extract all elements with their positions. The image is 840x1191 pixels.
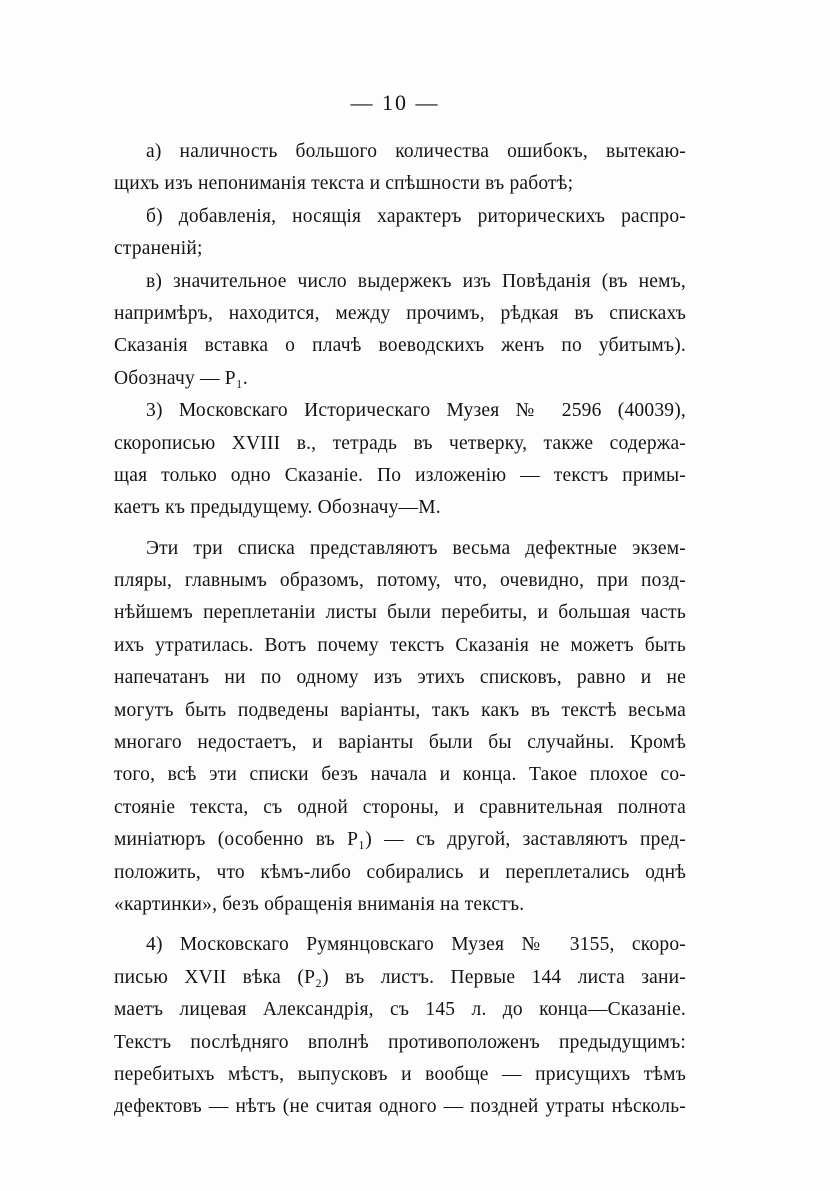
text-line: щая только одно Сказаніе. По изложенію — текстъ примы- bbox=[114, 464, 686, 486]
text-line: в) значительное число выдержекъ изъ Повѣданія (въ немъ, bbox=[146, 270, 686, 292]
text-line: нѣйшемъ переплетаніи листы были перебиты, и большая часть bbox=[114, 602, 686, 624]
text-line: напримѣръ, находится, между прочимъ, рѣдкая въ спискахъ bbox=[114, 302, 686, 324]
text-line: Текстъ послѣдняго вполнѣ противоположенъ предыдущимъ: bbox=[114, 1031, 686, 1053]
text-line: каетъ къ предыдущему. Обозначу—М. bbox=[114, 497, 441, 519]
text-line: 3) Московскаго Историческаго Музея № 2596 (40039), bbox=[146, 400, 686, 422]
text-line: положить, что кѣмъ-либо собирались и переплетались однѣ bbox=[114, 861, 686, 883]
text-line: стояніе текста, съ одной стороны, и сравнительная полнота bbox=[114, 796, 686, 818]
text-line: б) добавленія, носящія характеръ риторическихъ распро- bbox=[146, 205, 686, 227]
text-line: писью XVII вѣка (P₂) въ листъ. Первые 144 листа зани- bbox=[114, 966, 686, 988]
text-line: могутъ быть подведены варіанты, такъ какъ въ текстѣ весьма bbox=[114, 699, 686, 721]
text-line: «картинки», безъ обращенія вниманія на текстъ. bbox=[114, 893, 525, 915]
text-line: миніатюръ (особенно въ P₁) — съ другой, заставляютъ пред- bbox=[114, 829, 686, 851]
text-line: того, всѣ эти списки безъ начала и конца. Такое плохое со- bbox=[114, 764, 686, 786]
text-line: маетъ лицевая Александрія, съ 145 л. до конца—Сказаніе. bbox=[114, 999, 686, 1021]
text-line: многаго недостаетъ, и варіанты были бы случайны. Кромѣ bbox=[114, 732, 686, 754]
text-line: дефектовъ — нѣтъ (не считая одного — поздней утраты нѣсколь- bbox=[114, 1096, 686, 1118]
text-line: ихъ утратилась. Вотъ почему текстъ Сказанія не можетъ быть bbox=[114, 634, 686, 656]
text-line: напечатанъ ни по одному изъ этихъ списковъ, равно и не bbox=[114, 667, 686, 689]
text-line: а) наличность большого количества ошибокъ, вытекаю- bbox=[146, 141, 686, 162]
paragraph-gap bbox=[146, 525, 686, 533]
body-text bbox=[114, 136, 686, 1124]
text-line: Сказанія вставка о плачѣ воеводскихъ женъ по убитымъ). bbox=[114, 335, 686, 357]
page-number: — 10 — bbox=[350, 90, 440, 115]
text-line: перебитыхъ мѣстъ, выпусковъ и вообще — присущихъ тѣмъ bbox=[114, 1063, 686, 1085]
text-line: страненій; bbox=[114, 238, 203, 260]
text-line: пляры, главнымъ образомъ, потому, что, очевидно, при позд- bbox=[114, 570, 686, 592]
paragraph-gap bbox=[146, 921, 686, 929]
text-line: щихъ изъ непониманія текста и спѣшности въ работѣ; bbox=[114, 173, 574, 195]
text-line: Обозначу — P₁. bbox=[114, 367, 248, 389]
text-line: Эти три списка представляютъ весьма дефектные экзем- bbox=[146, 537, 686, 559]
text-line: скорописью XVIII в., тетрадь въ четверку, также содержа- bbox=[114, 432, 686, 454]
text-line: 4) Московскаго Румянцовскаго Музея № 3155, скоро- bbox=[146, 934, 686, 956]
